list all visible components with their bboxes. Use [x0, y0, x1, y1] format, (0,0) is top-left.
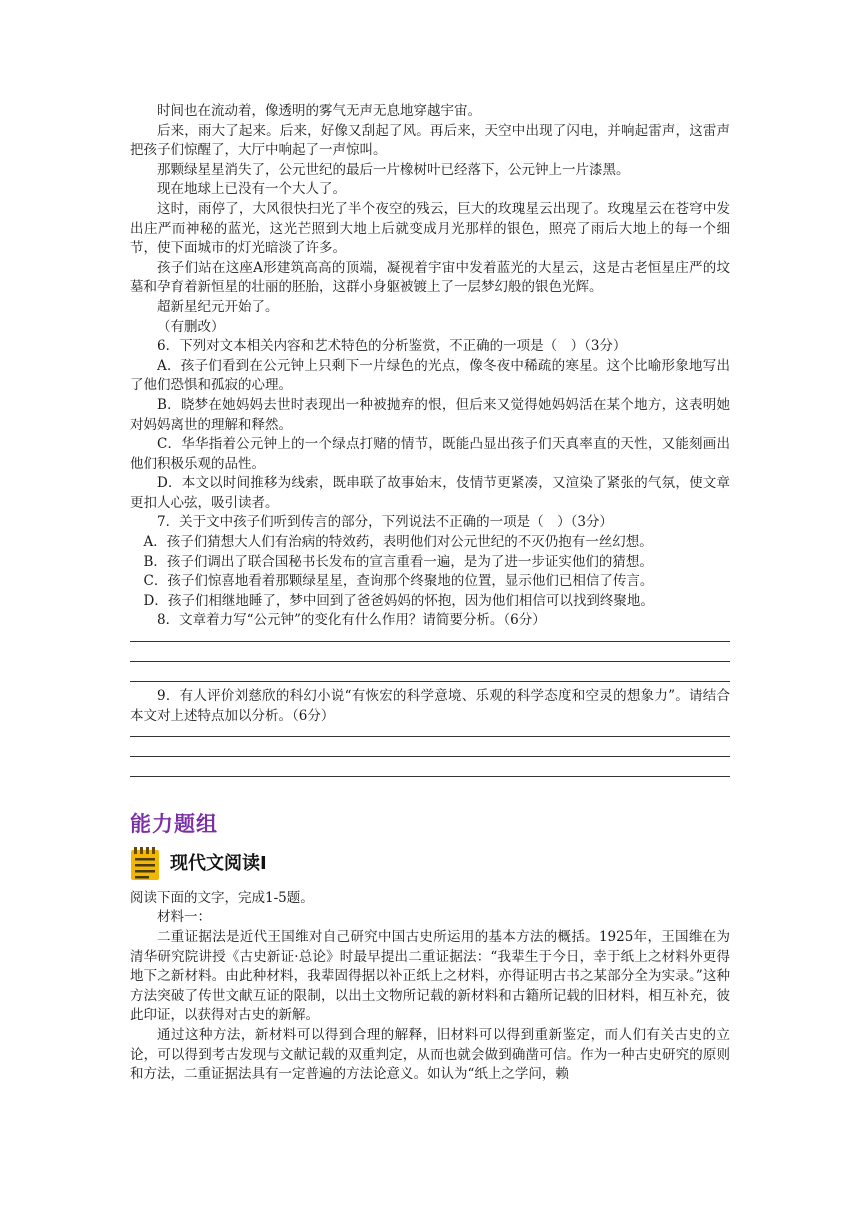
subheading [130, 847, 730, 881]
document-page [130, 102, 730, 1085]
question-6-option-c[interactable]: C．华华指着公元钟上的一个绿点打赌的情节，既能凸显出孩子们天真率直的天性，又能刻画出他们积极乐观的品性。 [130, 436, 730, 472]
story-paragraph: 孩子们站在这座A形建筑高高的顶端，凝视着宇宙中发着蓝光的大星云，这是古老恒星庄严的坟墓和孕育着新恒星的壮丽的胚胎，这群小身躯被镀上了一层梦幻般的银色光辉。 [130, 259, 730, 296]
answer-line[interactable] [130, 681, 730, 682]
answer-line[interactable] [130, 776, 730, 777]
answer-line[interactable] [130, 736, 730, 737]
story-paragraph: 那颗绿星星消失了，公元世纪的最后一片橡树叶已经落下，公元钟上一片漆黑。 [157, 161, 630, 178]
answer-lines-q9[interactable] [130, 736, 730, 777]
material-label: 材料一： [157, 909, 211, 926]
section-title: 能力题组 [130, 812, 218, 837]
answer-line[interactable] [130, 756, 730, 757]
subheading-title: 现代文阅读Ⅰ [170, 853, 267, 875]
source-note: （有删改） [157, 318, 225, 335]
story-paragraph: 现在地球上已没有一个大人了。 [157, 181, 346, 198]
question-6-option-b[interactable]: B．晓梦在她妈妈去世时表现出一种被抛弃的恨，但后来又觉得她妈妈活在某个地方，这表明她对妈妈离世的理解和释然。 [130, 396, 730, 433]
answer-lines-q8[interactable] [130, 641, 730, 682]
material-paragraph: 二重证据法是近代王国维对自己研究中国古史所运用的基本方法的概括。1925年，王国维在为清华研究院讲授《古史新证·总论》时最早提出二重证据法：“我辈生于今日，幸于纸上之材料外更得地下之新材料。由此种材料，我辈固得据以补正纸上之材料，亦得证明古书之某部分全为实录。”这种方法突破了传世文献互证的限制，以出土文物所记载的新材料和古籍所记载的旧材料，相互补充，彼此印证，以获得对古史的新解。 [130, 929, 730, 1024]
question-7-stem: 7．关于文中孩子们听到传言的部分，下列说法不正确的一项是（ ）（3分） [157, 514, 613, 531]
question-6-stem: 6．下列对文本相关内容和艺术特色的分析鉴赏，不正确的一项是（ ）（3分） [157, 338, 627, 355]
story-paragraph: 后来，雨大了起来。后来，好像又刮起了风。再后来，天空中出现了闪电，并响起雷声，这雷声把孩子们惊醒了，大厅中响起了一声惊叫。 [130, 122, 730, 159]
question-6-option-d[interactable]: D．本文以时间推移为线索，既串联了故事始末，伎情节更紧凑，又渲染了紧张的气氛，使文章更扣人心弦，吸引读者。 [130, 475, 730, 511]
question-7-option-c[interactable]: C．孩子们惊喜地看着那颗绿星星，查询那个终聚地的位置，显示他们已相信了传言。 [143, 573, 654, 590]
material-paragraph: 通过这种方法，新材料可以得到合理的解释，旧材料可以得到重新鉴定，而人们有关古史的立论，可以得到考古发现与文献记载的双重判定，从而也就会做到确凿可信。作为一种古史研究的原则和方法，二重证据法具有一定普遍的方法论意义。如认为“纸上之学问，赖 [130, 1026, 730, 1083]
question-7-option-d[interactable]: D．孩子们相继地睡了，梦中回到了爸爸妈妈的怀抱，因为他们相信可以找到终聚地。 [143, 592, 654, 609]
question-8-stem: 8．文章着力写“公元钟”的变化有什么作用？请简要分析。（6分） [157, 612, 546, 629]
question-6-option-a[interactable]: A．孩子们看到在公元钟上只剩下一片绿色的光点，像冬夜中稀疏的寒星。这个比喻形象地写出了他们恐惧和孤寂的心理。 [130, 357, 730, 394]
story-paragraph: 这时，雨停了，大风很快扫光了半个夜空的残云，巨大的玫瑰星云出现了。玫瑰星云在苍穹中发出庄严而神秘的蓝光，这光芒照到大地上后就变成月光那样的银色，照亮了雨后大地上的每一个细节，使下面城市的灯光暗淡了许多。 [130, 200, 730, 257]
reading-instruction: 阅读下面的文字，完成1-5题。 [130, 889, 314, 906]
question-7-option-a[interactable]: A．孩子们猜想大人们有治病的特效药，表明他们对公元世纪的不灭仍抱有一丝幻想。 [143, 534, 653, 551]
notepad-icon [130, 847, 160, 881]
answer-line[interactable] [130, 641, 730, 642]
question-7-option-b[interactable]: B．孩子们调出了联合国秘书长发布的宣言重看一遍，是为了进一步证实他们的猜想。 [143, 553, 653, 570]
question-9-stem: 9．有人评价刘慈欣的科幻小说“有恢宏的科学意境、乐观的科学态度和空灵的想象力”。请结合本文对上述特点加以分析。（6分） [130, 688, 730, 724]
answer-line[interactable] [130, 661, 730, 662]
story-paragraph: 时间也在流动着，像透明的雾气无声无息地穿越宇宙。 [157, 103, 481, 119]
story-paragraph: 超新星纪元开始了。 [157, 298, 279, 315]
